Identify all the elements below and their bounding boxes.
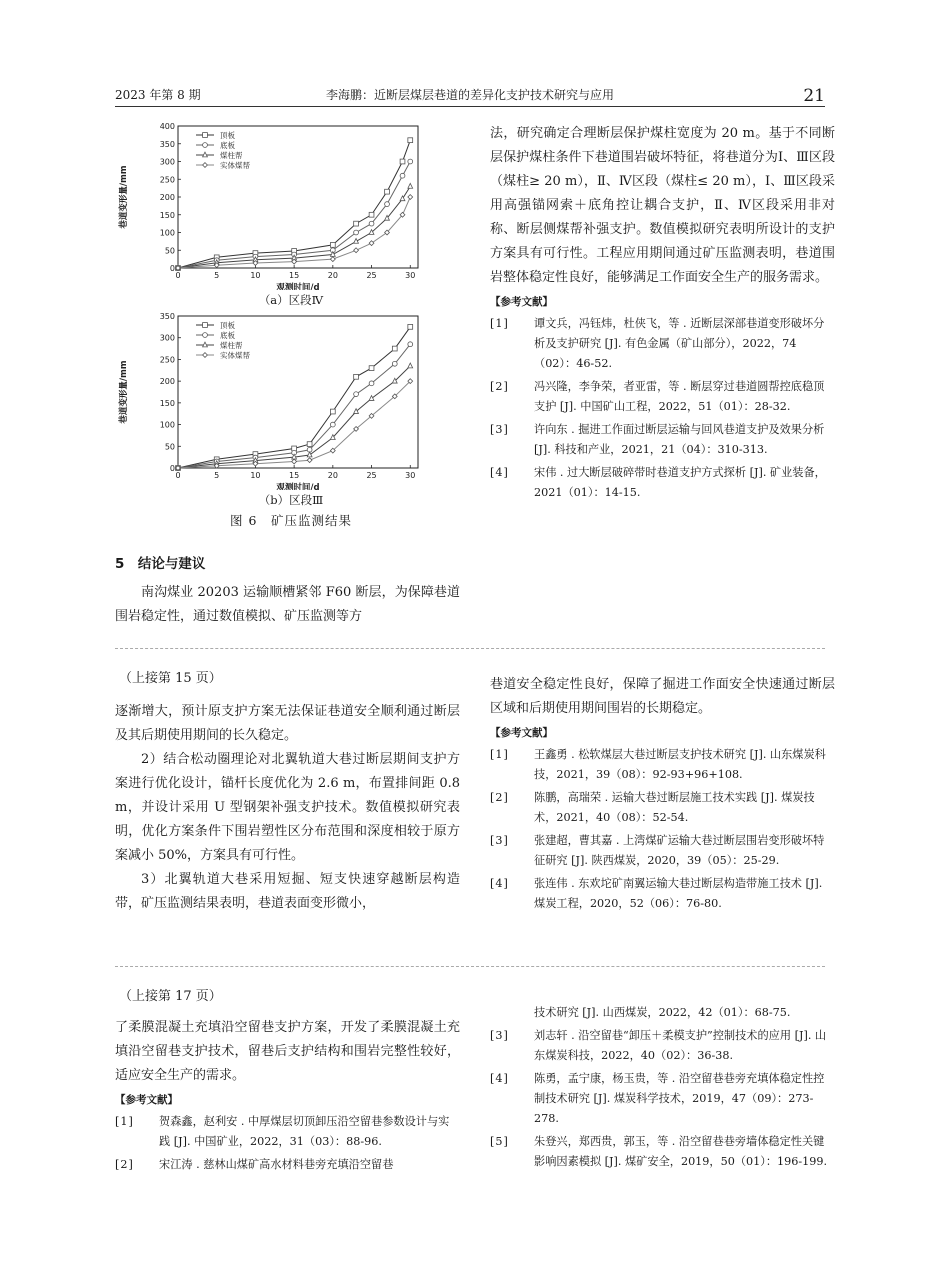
legend-label: 顶板 (220, 131, 235, 140)
data-point (369, 396, 374, 401)
y-axis-label: 巷道变形量/mm (119, 165, 129, 229)
data-point (203, 163, 208, 168)
reference-number: [2] (490, 791, 509, 804)
reference-item (490, 420, 835, 460)
data-point (369, 221, 374, 226)
x-tick-label: 25 (366, 471, 377, 480)
legend-label: 实体煤帮 (220, 351, 250, 360)
references-list (490, 314, 835, 503)
page-number: 21 (803, 86, 825, 106)
reference-item (490, 463, 835, 503)
reference-text: 陈鹏，高瑞荣 . 运输大巷过断层施工技术实践 [J]. 煤炭技术，2021，40（08）：52-54. (534, 791, 815, 824)
data-point (203, 133, 208, 138)
reference-number: [4] (490, 466, 509, 479)
data-point (330, 243, 335, 248)
reference-number: [1] (490, 748, 509, 761)
reference-item (115, 1112, 460, 1152)
section-heading: 5 结论与建议 (115, 556, 206, 572)
reference-item (490, 1069, 835, 1129)
data-point (307, 458, 312, 463)
data-point (385, 202, 390, 207)
data-point (330, 409, 335, 414)
data-point (354, 221, 359, 226)
reference-text: 朱登兴，郑西贵，郭玉，等 . 沿空留巷巷旁墙体稳定性关键影响因素模拟 [J]. 煤矿安全，2019，50（01）：196-199. (534, 1135, 828, 1168)
data-point (369, 381, 374, 386)
y-tick-label: 250 (159, 175, 175, 185)
data-point (354, 248, 359, 253)
chart-b-subtitle: （b）区段Ⅲ (258, 493, 324, 507)
legend-label: 顶板 (220, 321, 235, 330)
reference-number: [5] (490, 1135, 509, 1148)
plot-frame (178, 126, 418, 268)
legend-label: 煤柱帮 (220, 151, 243, 160)
reference-text: 张建超，曹其嘉 . 上湾煤矿运输大巷过断层围岩变形破坏特征研究 [J]. 陕西煤炭，2020，39（05）：25-29. (534, 834, 825, 867)
conclusion-right (490, 122, 835, 506)
paragraph: 巷道安全稳定性良好，保障了掘进工作面安全快速通过断层区域和后期使用期间围岩的长期稳定。 (490, 677, 835, 716)
conclusion-left (115, 552, 460, 629)
legend-label: 底板 (220, 331, 235, 340)
data-point (354, 230, 359, 235)
reference-number: [2] (490, 380, 509, 393)
y-tick-label: 100 (159, 420, 175, 430)
y-tick-label: 350 (159, 312, 175, 321)
reference-text: 刘志轩 . 沿空留巷“卸压＋柔模支护”控制技术的应用 [J]. 山东煤炭科技，2022，40（02）：36-38. (534, 1029, 827, 1062)
reference-number: [3] (490, 834, 509, 847)
data-point (392, 346, 397, 351)
reference-number: [3] (490, 1029, 509, 1042)
data-point (408, 183, 413, 188)
continued-note: （上接第 15 页） (119, 671, 222, 686)
reference-item (490, 314, 835, 374)
y-tick-label: 0 (169, 264, 175, 273)
data-point (203, 143, 208, 148)
reference-number: [3] (490, 423, 509, 436)
figure-6 (115, 118, 467, 529)
plot-frame (178, 316, 418, 468)
x-tick-label: 5 (214, 271, 220, 280)
reference-item (490, 788, 835, 828)
data-point (408, 195, 413, 200)
y-tick-label: 250 (159, 355, 175, 365)
y-tick-label: 150 (159, 398, 175, 408)
reference-item (490, 874, 835, 914)
y-tick-label: 50 (164, 442, 175, 452)
continued-article-17 (115, 985, 460, 1178)
data-point (369, 366, 374, 371)
reference-text: 贺森鑫，赵利安 . 中厚煤层切顶卸压沿空留巷参数设计与实践 [J]. 中国矿业，2022，31（03）：88-96. (159, 1115, 450, 1148)
data-point (408, 342, 413, 347)
chart-a-subtitle: （a）区段Ⅳ (258, 293, 324, 307)
data-point (354, 374, 359, 379)
references-title: 【参考文献】 (115, 1094, 178, 1106)
reference-text: 许向东 . 掘进工作面过断层运输与回风巷道支护及效果分析 [J]. 科技和产业，2021，21（04）：310-313. (534, 423, 825, 456)
reference-text: 张连伟 . 东欢坨矿南翼运输大巷过断层构造带施工技术 [J]. 煤炭工程，2020，52（06）：76-80. (534, 877, 823, 910)
reference-text: 技术研究 [J]. 山西煤炭，2022，42（01）：68-75. (534, 1006, 791, 1019)
y-tick-label: 150 (159, 210, 175, 220)
data-point (408, 159, 413, 164)
reference-number: [1] (115, 1115, 134, 1128)
conclusion-para-right: 法，研究确定合理断层保护煤柱宽度为 20 m。基于不同断层保护煤柱条件下巷道围岩破坏特征，将巷道分为Ⅰ、Ⅲ区段（煤柱≥ 20 m），Ⅱ、Ⅳ区段（煤柱≤ 20 m），Ⅰ、Ⅲ区段采用高强锚网索＋底角控让耦合支护，Ⅱ、Ⅳ区段采用非对称、断层侧煤帮补强支护。数值模拟研究表明所设计的支护方案具有可行性。工程应用期间通过矿压监测表明，巷道围岩整体稳定性良好，能够满足工作面安全生产的服务需求。 (490, 126, 835, 285)
y-tick-label: 200 (159, 193, 175, 202)
reference-item (490, 745, 835, 785)
x-tick-label: 15 (289, 471, 300, 480)
paragraph: 3）北翼轨道大巷采用短掘、短支快速穿越断层构造带，矿压监测结果表明，巷道表面变形微小， (115, 872, 460, 911)
data-point (330, 257, 335, 262)
legend-label: 煤柱帮 (220, 341, 243, 350)
legend-label: 实体煤帮 (220, 161, 250, 170)
y-tick-label: 200 (159, 377, 175, 387)
y-axis-label: 巷道变形量/mm (119, 360, 129, 424)
continued-note: （上接第 17 页） (119, 989, 222, 1004)
x-tick-label: 30 (405, 271, 416, 280)
reference-number: [1] (490, 317, 509, 330)
reference-text: 陈勇，孟宁康，杨玉贵，等 . 沿空留巷巷旁充填体稳定性控制技术研究 [J]. 煤炭科学技术，2019，47（09）：273-278. (534, 1072, 825, 1125)
paragraph: 了柔膜混凝土充填沿空留巷支护方案，开发了柔膜混凝土充填沿空留巷支护技术，留巷后支护结构和围岩完整性较好，适应安全生产的需求。 (115, 1020, 460, 1083)
x-axis-label: 观测时间/d (276, 483, 320, 490)
y-tick-label: 0 (169, 464, 175, 473)
continued-article-15-right (490, 673, 835, 917)
reference-text: 谭文兵，冯钰炜，杜侠飞，等 . 近断层深部巷道变形破坏分析及支护研究 [J]. 有色金属（矿山部分），2022，74（02）：46-52. (534, 317, 825, 370)
data-point (292, 459, 297, 464)
divider (115, 648, 825, 649)
x-tick-label: 5 (214, 471, 220, 480)
reference-item (115, 1155, 460, 1175)
data-point (203, 333, 208, 338)
reference-item (490, 831, 835, 871)
data-point (400, 173, 405, 178)
data-point (385, 189, 390, 194)
x-tick-label: 15 (289, 271, 300, 280)
reference-number: [4] (490, 877, 509, 890)
paragraph: 2）结合松动圈理论对北翼轨道大巷过断层期间支护方案进行优化设计，锚杆长度优化为 2.6 m，布置排间距 0.8 m，并设计采用 U 型钢架补强支护技术。数值模拟研究表明，优化方案条件下围岩塑性区分布范围和深度相较于原方案减小 50%，方案具有可行性。 (115, 752, 460, 863)
data-point (307, 452, 312, 457)
divider (115, 966, 825, 967)
data-point (408, 363, 413, 368)
y-tick-label: 350 (159, 139, 175, 149)
y-tick-label: 300 (159, 333, 175, 343)
issue-label: 2023 年第 8 期 (115, 88, 201, 102)
conclusion-para-left: 南沟煤业 20203 运输顺槽紧邻 F60 断层，为保障巷道围岩稳定性，通过数值模拟、矿压监测等方 (115, 585, 460, 624)
data-point (408, 324, 413, 329)
references-title: 【参考文献】 (490, 727, 553, 739)
data-point (330, 422, 335, 427)
references-list (490, 1026, 835, 1172)
x-tick-label: 0 (175, 271, 181, 280)
references-list (490, 745, 835, 914)
continued-article-17-right (490, 1003, 835, 1175)
y-tick-label: 300 (159, 157, 175, 167)
running-header (115, 84, 825, 107)
reference-item (490, 377, 835, 417)
data-point (392, 361, 397, 366)
paragraph: 逐渐增大，预计原支护方案无法保证巷道安全顺利通过断层及其后期使用期间的长久稳定。 (115, 704, 460, 743)
x-tick-label: 30 (405, 471, 416, 480)
legend-label: 底板 (220, 141, 235, 150)
x-tick-label: 10 (250, 271, 261, 280)
data-point (408, 138, 413, 143)
x-tick-label: 20 (327, 471, 338, 480)
reference-number: [2] (115, 1158, 134, 1171)
data-point (354, 392, 359, 397)
chart-zone-iv (115, 118, 467, 290)
x-tick-label: 25 (366, 271, 377, 280)
reference-number: [4] (490, 1072, 509, 1085)
x-tick-label: 0 (175, 471, 181, 480)
x-tick-label: 20 (327, 271, 338, 280)
data-point (203, 323, 208, 328)
reference-text: 宋伟 . 过大断层破碎带时巷道支护方式探析 [J]. 矿业装备，2021（01）：14-15. (534, 466, 826, 499)
references-list (115, 1112, 460, 1175)
data-point (354, 409, 359, 414)
x-axis-label: 观测时间/d (276, 283, 320, 290)
reference-text: 冯兴隆，李争荣，者亚雷，等 . 断层穿过巷道圆帮控底稳顶支护 [J]. 中国矿山工程，2022，51（01）：28-32. (534, 380, 825, 413)
continued-article-15 (115, 667, 460, 916)
data-point (307, 442, 312, 447)
article-title-header: 李海鹏：近断层煤层巷道的差异化支护技术研究与应用 (325, 88, 614, 102)
y-tick-label: 400 (159, 122, 175, 131)
data-point (369, 212, 374, 217)
y-tick-label: 50 (164, 246, 175, 256)
reference-item (490, 1132, 835, 1172)
data-point (400, 159, 405, 164)
data-point (203, 353, 208, 358)
references-title: 【参考文献】 (490, 296, 553, 308)
figure-caption: 图 6 矿压监测结果 (230, 513, 352, 528)
reference-text: 王鑫勇 . 松软煤层大巷过断层支护技术研究 [J]. 山东煤炭科技，2021，39（08）：92-93+96+108. (534, 748, 826, 781)
x-tick-label: 10 (250, 471, 261, 480)
reference-text: 宋江涛 . 慈林山煤矿高水材料巷旁充填沿空留巷 (159, 1158, 394, 1171)
reference-item (490, 1026, 835, 1066)
y-tick-label: 100 (159, 228, 175, 238)
chart-zone-iii (115, 312, 467, 490)
reference-item-continued (490, 1003, 835, 1023)
